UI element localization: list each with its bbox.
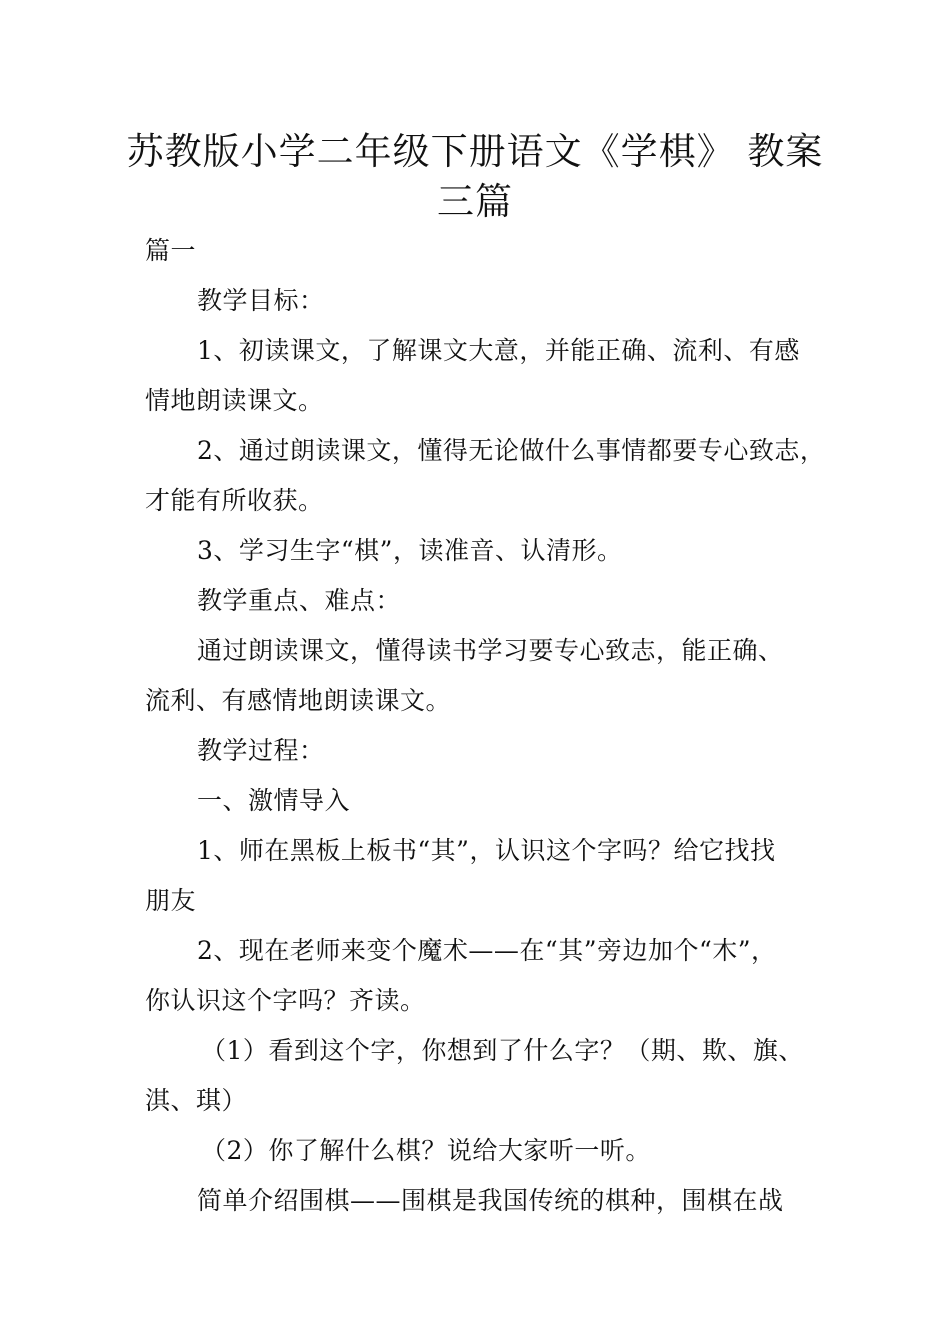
paragraph-line: 通过朗读课文，懂得读书学习要专心致志，能正确、 [197,636,784,665]
paragraph-line: 一、激情导入 [197,786,351,815]
paragraph-line: 教学过程： [197,736,325,765]
paragraph-line: 朋友 [145,886,197,915]
paragraph-line: 情地朗读课文。 [145,386,324,415]
paragraph-line: 你认识这个字吗？齐读。 [145,986,426,1015]
paragraph-line: （2）你了解什么棋？说给大家听一听。 [201,1136,651,1165]
paragraph-line: 3、学习生字“棋”，读准音、认清形。 [197,536,623,565]
document-title-line-1: 苏教版小学二年级下册语文《学棋》 教案 [126,130,824,173]
paragraph-line: 才能有所收获。 [145,486,324,515]
paragraph-line: 教学重点、难点： [197,586,402,615]
paragraph-line: 2、通过朗读课文，懂得无论做什么事情都要专心致志， [197,436,826,465]
paragraph-line: 教学目标： [197,286,325,315]
paragraph-line: （1）看到这个字，你想到了什么字？（期、欺、旗、 [201,1036,804,1065]
paragraph-line: 1、初读课文，了解课文大意，并能正确、流利、有感 [197,336,800,365]
paragraph-line: 1、师在黑板上板书“其”，认识这个字吗？给它找找 [197,836,776,865]
paragraph-line: 淇、琪） [145,1086,248,1115]
document-title-line-2: 三篇 [437,180,513,223]
paragraph-line: 简单介绍围棋——围棋是我国传统的棋种，围棋在战 [197,1186,784,1215]
section-heading: 篇一 [145,236,197,265]
paragraph-line: 2、现在老师来变个魔术——在“其”旁边加个“木”， [197,936,777,965]
paragraph-line: 流利、有感情地朗读课文。 [145,686,452,715]
